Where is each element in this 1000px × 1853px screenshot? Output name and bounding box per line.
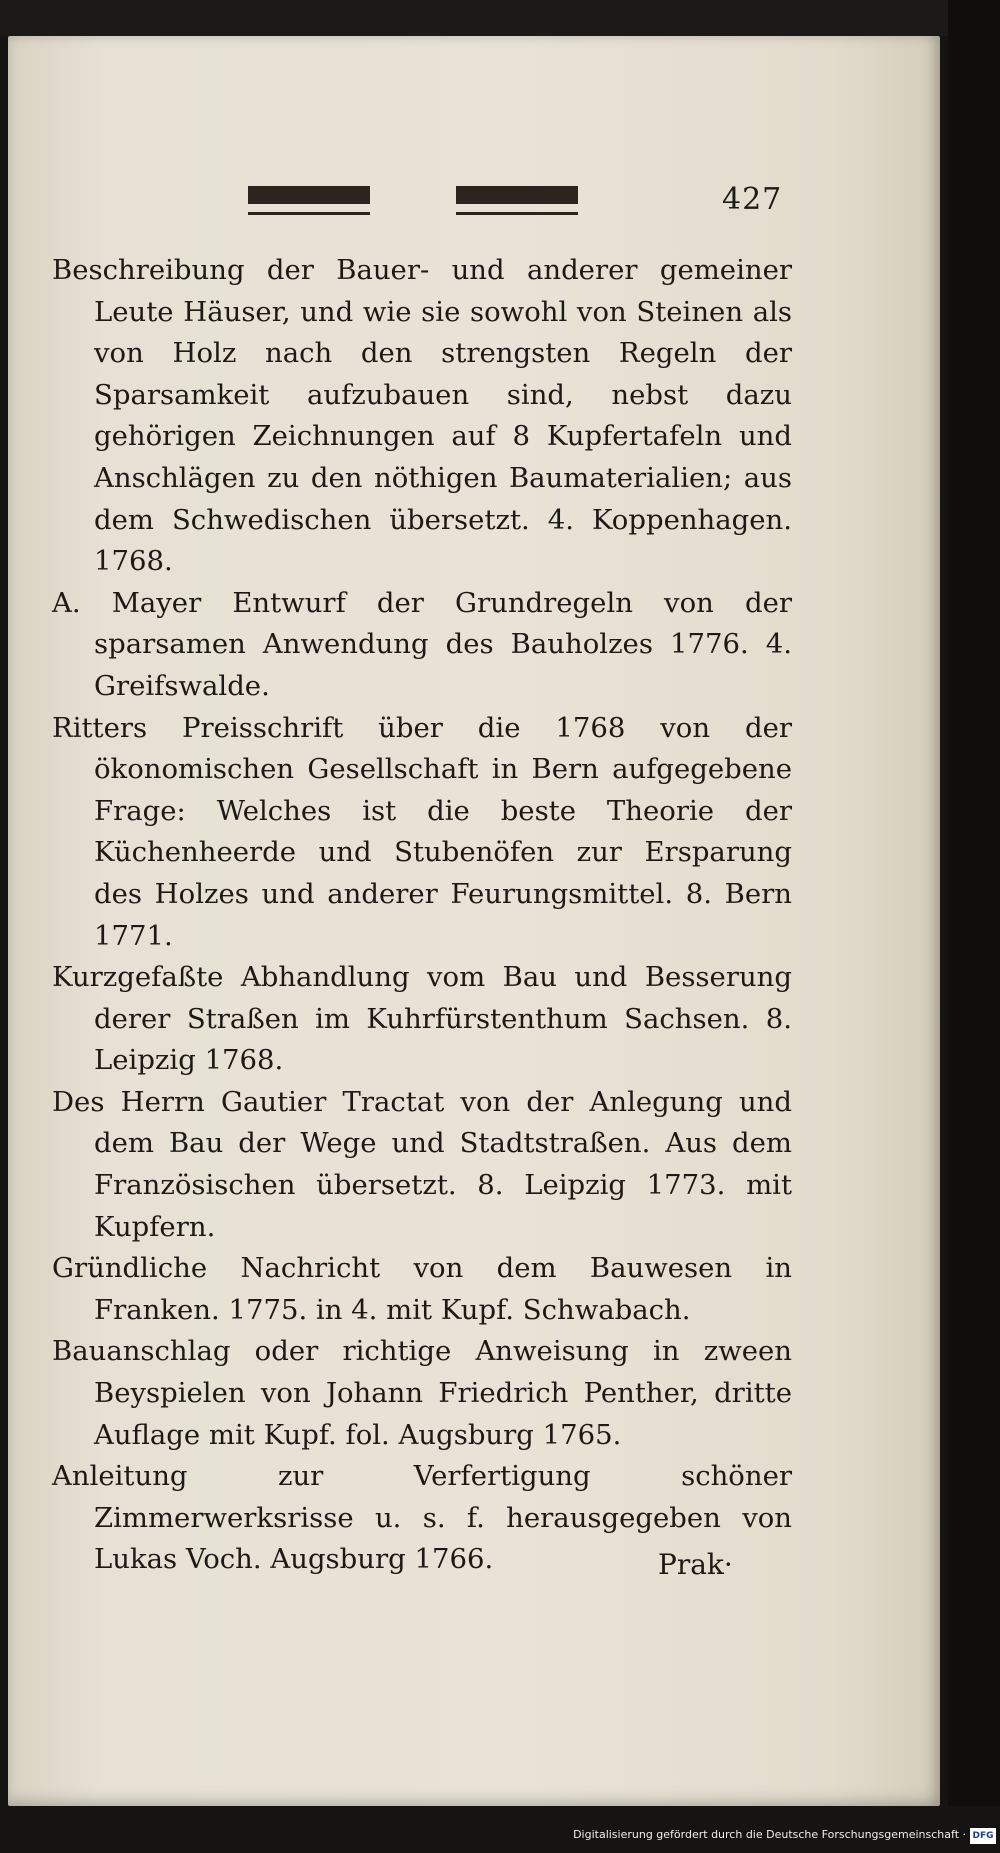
scan-top-border — [0, 0, 1000, 36]
ornament-bar-right — [456, 186, 578, 204]
scan-right-border — [948, 0, 1000, 1853]
dfg-logo-icon: DFG — [970, 1828, 996, 1844]
ornament-bar-left — [248, 186, 370, 204]
ornament-rule-left — [248, 212, 370, 215]
bibliography-entry: Bauanschlag oder richtige Anweisung in zween Beyspielen von Johann Friedrich Penther, dritte Auflage mit Kupf. fol. Augsburg 1765. — [52, 1335, 792, 1451]
bibliography-entry: Kurzgefaßte Abhandlung vom Bau und Besserung derer Straßen im Kuhrfürstenthum Sachsen. 8. Leipzig 1768. — [52, 961, 792, 1077]
catchword: Prak· — [658, 1548, 733, 1581]
book-page — [8, 36, 940, 1806]
bibliography-text — [52, 250, 792, 1581]
bibliography-entry: Gründliche Nachricht von dem Bauwesen in Franken. 1775. in 4. mit Kupf. Schwabach. — [52, 1252, 792, 1326]
bibliography-entry: Anleitung zur Verfertigung schöner Zimmerwerksrisse u. s. f. herausgegeben von Lukas Voch. Augsburg 1766. — [52, 1460, 792, 1576]
funding-credit: Digitalisierung gefördert durch die Deutsche Forschungsgemeinschaft · — [573, 1828, 966, 1841]
bibliography-entry: A. Mayer Entwurf der Grundregeln von der sparsamen Anwendung des Bauholzes 1776. 4. Greifswalde. — [52, 586, 792, 702]
bibliography-entry: Ritters Preisschrift über die 1768 von der ökonomischen Gesellschaft in Bern aufgegebene Frage: Welches ist die beste Theorie der Küchenheerde und Stubenöfen zur Ersparung des Holzes und anderer Feurungsmittel. 8. Bern 1771. — [52, 711, 792, 952]
header-ornament — [248, 186, 588, 216]
ornament-rule-right — [456, 212, 578, 215]
bibliography-entry: Beschreibung der Bauer- und anderer gemeiner Leute Häuser, und wie sie sowohl von Steinen als von Holz nach den strengsten Regeln der Sparsamkeit aufzubauen sind, nebst dazu gehörigen Zeichnungen auf 8 Kupfertafeln und Anschlägen zu den nöthigen Baumaterialien; aus dem Schwedischen übersetzt. 4. Koppenhagen. 1768. — [52, 254, 792, 578]
bibliography-entry: Des Herrn Gautier Tractat von der Anlegung und dem Bau der Wege und Stadtstraßen. Aus dem Französischen übersetzt. 8. Leipzig 1773. mit Kupfern. — [52, 1085, 792, 1243]
digitization-footer — [0, 1806, 1000, 1853]
page-number: 427 — [722, 182, 783, 217]
